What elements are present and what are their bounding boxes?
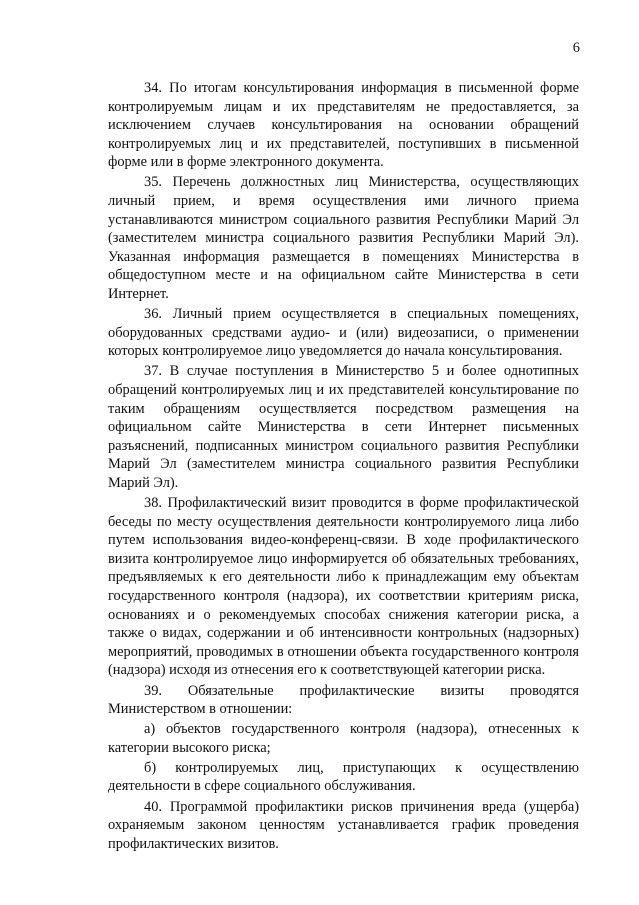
paragraph-38: 38. Профилактический визит проводится в форме профилактической беседы по месту осуществления деятельности контролируемого лица либо путем использования видео-конференц-связи. В ходе профилактического визита контролируемое лицо информируется об обязательных требованиях, предъявляемых к его деятельности либо к принадлежащим ему объектам государственного контроля (надзора), их соответствии критериям риска, основаниях и о рекомендуемых способах снижения категории риска, а также о видах, содержании и об интенсивности контрольных (надзорных) мероприятий, проводимых в отношении объекта государственного контроля (надзора) исходя из отнесения его к соответствующей категории риска. <box>108 495 579 679</box>
list-item-b: б) контролируемых лиц, приступающих к осуществлению деятельности в сфере социального обслуживания. <box>108 759 579 795</box>
list-item-a: а) объектов государственного контроля (надзора), отнесенных к категории высокого риска; <box>108 721 579 756</box>
paragraph-34: 34. По итогам консультирования информация в письменной форме контролируемым лицам и их представителям не предоставляется, за исключением случаев консультирования на основании обращений контролируемых лиц и их представителей, поступивших в письменной форме или в форме электронного документа. <box>108 80 579 171</box>
paragraph-37: 37. В случае поступления в Министерство 5 и более однотипных обращений контролируемых лиц и их представителей консультирование по таким обращениям осуществляется посредством размещения на официальном сайте Министерства в сети Интернет письменных разъяснений, подписанных министром социального развития Республики Марий Эл (заместителем министра социального развития Республики Марий Эл). <box>108 363 579 491</box>
document-body <box>108 79 579 855</box>
paragraph-40: 40. Программой профилактики рисков причинения вреда (ущерба) охраняемым законом ценностям устанавливается график проведения профилактических визитов. <box>108 798 579 852</box>
paragraph-35: 35. Перечень должностных лиц Министерства, осуществляющих личный прием, и время осуществления ими личного приема устанавливаются министром социального развития Республики Марий Эл (заместителем министра социального развития Республики Марий Эл). Указанная информация размещается в помещениях Министерства в общедоступном месте и на официальном сайте Министерства в сети Интернет. <box>108 174 579 303</box>
paragraph-39: 39. Обязательные профилактические визиты проводятся Министерством в отношении: <box>108 682 579 718</box>
page-number: 6 <box>572 40 580 56</box>
paragraph-36: 36. Личный прием осуществляется в специальных помещениях, оборудованных средствами аудио- и (или) видеозаписи, о применении которых контролируемое лицо уведомляется до начала консультирования. <box>108 306 579 360</box>
